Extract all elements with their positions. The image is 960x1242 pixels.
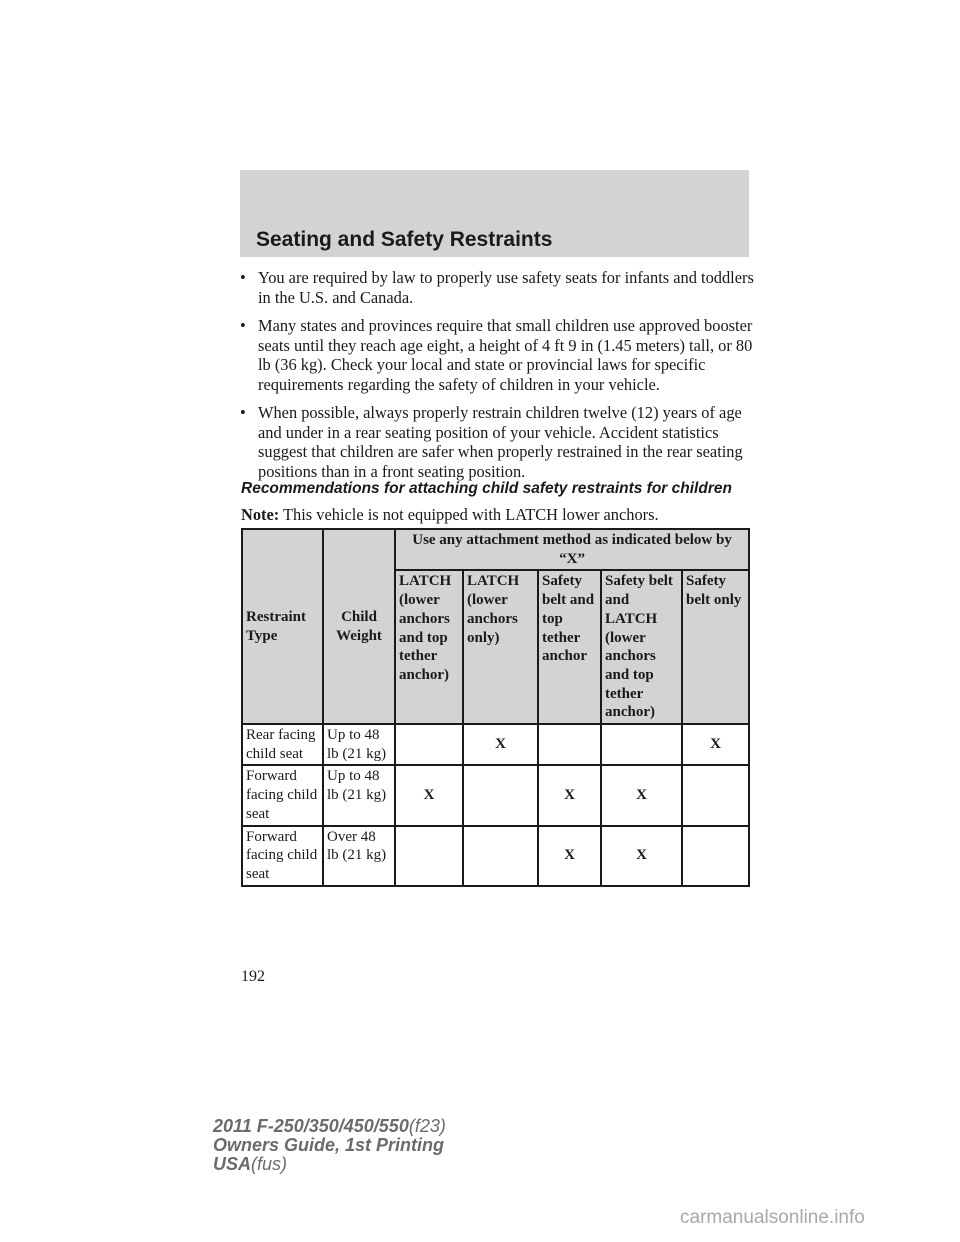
header-method: Safety belt only: [682, 570, 749, 724]
cell-restraint-type: Rear facing child seat: [242, 724, 323, 765]
cell-mark: [682, 765, 749, 825]
bullet-icon: •: [240, 316, 246, 335]
bullet-item: [240, 268, 760, 307]
header-restraint-type: Restraint Type: [242, 529, 323, 724]
note-label: Note:: [241, 505, 280, 524]
cell-mark: X: [601, 765, 682, 825]
footer-model-code: (f23): [408, 1116, 446, 1136]
cell-mark: [682, 826, 749, 886]
header-method: Safety belt and LATCH (lower anchors and top tether anchor): [601, 570, 682, 724]
document-footer: [213, 1117, 446, 1174]
cell-mark: X: [601, 826, 682, 886]
cell-restraint-type: Forward facing child seat: [242, 765, 323, 825]
footer-line-model: [213, 1117, 446, 1136]
section-title: Seating and Safety Restraints: [256, 228, 553, 251]
note-text: This vehicle is not equipped with LATCH lower anchors.: [283, 505, 659, 524]
cell-mark: X: [463, 724, 538, 765]
bullet-text: You are required by law to properly use safety seats for infants and toddlers in the U.S. and Canada.: [258, 268, 754, 307]
subheading: Recommendations for attaching child safety restraints for children: [241, 480, 732, 497]
footer-line-market: [213, 1155, 446, 1174]
bullet-item: [240, 316, 760, 394]
cell-mark: [395, 826, 463, 886]
table-row: [242, 724, 749, 765]
header-method: LATCH (lower anchors only): [463, 570, 538, 724]
cell-mark: [463, 765, 538, 825]
cell-mark: X: [538, 826, 601, 886]
footer-model: 2011 F-250/350/450/550: [213, 1116, 409, 1136]
cell-mark: [395, 724, 463, 765]
table-header-row: [242, 529, 749, 570]
cell-mark: [538, 724, 601, 765]
cell-restraint-type: Forward facing child seat: [242, 826, 323, 886]
cell-child-weight: Up to 48 lb (21 kg): [323, 765, 395, 825]
note: [241, 505, 659, 525]
cell-mark: X: [538, 765, 601, 825]
page-number: 192: [241, 968, 265, 985]
cell-mark: [463, 826, 538, 886]
table-row: [242, 826, 749, 886]
table-row: [242, 765, 749, 825]
restraint-table: [241, 528, 750, 887]
header-attachment-method: Use any attachment method as indicated below by “X”: [395, 529, 749, 570]
watermark[interactable]: carmanualsonline.info: [680, 1207, 865, 1228]
bullet-item: [240, 403, 760, 481]
cell-mark: X: [395, 765, 463, 825]
bullet-text: Many states and provinces require that small children use approved booster seats until they reach age eight, a height of 4 ft 9 in (1.45 meters) tall, or 80 lb (36 kg). Check your local and state or provincial laws for specific requirements regarding the safety of children in your vehicle.: [258, 316, 753, 394]
cell-mark: [601, 724, 682, 765]
bullet-icon: •: [240, 403, 246, 422]
header-method: Safety belt and top tether anchor: [538, 570, 601, 724]
cell-child-weight: Over 48 lb (21 kg): [323, 826, 395, 886]
bullet-list: [240, 268, 760, 490]
bullet-icon: •: [240, 268, 246, 287]
footer-line-guide: Owners Guide, 1st Printing: [213, 1135, 445, 1155]
footer-market: USA: [213, 1154, 252, 1174]
cell-child-weight: Up to 48 lb (21 kg): [323, 724, 395, 765]
cell-mark: X: [682, 724, 749, 765]
header-child-weight: Child Weight: [323, 529, 395, 724]
bullet-text: When possible, always properly restrain children twelve (12) years of age and under in a rear seating position of your vehicle. Accident statistics suggest that children are safer when properly restrained in the rear seating positions than in a front seating position.: [258, 403, 743, 481]
footer-market-code: (fus): [251, 1154, 288, 1174]
header-method: LATCH (lower anchors and top tether anchor): [395, 570, 463, 724]
